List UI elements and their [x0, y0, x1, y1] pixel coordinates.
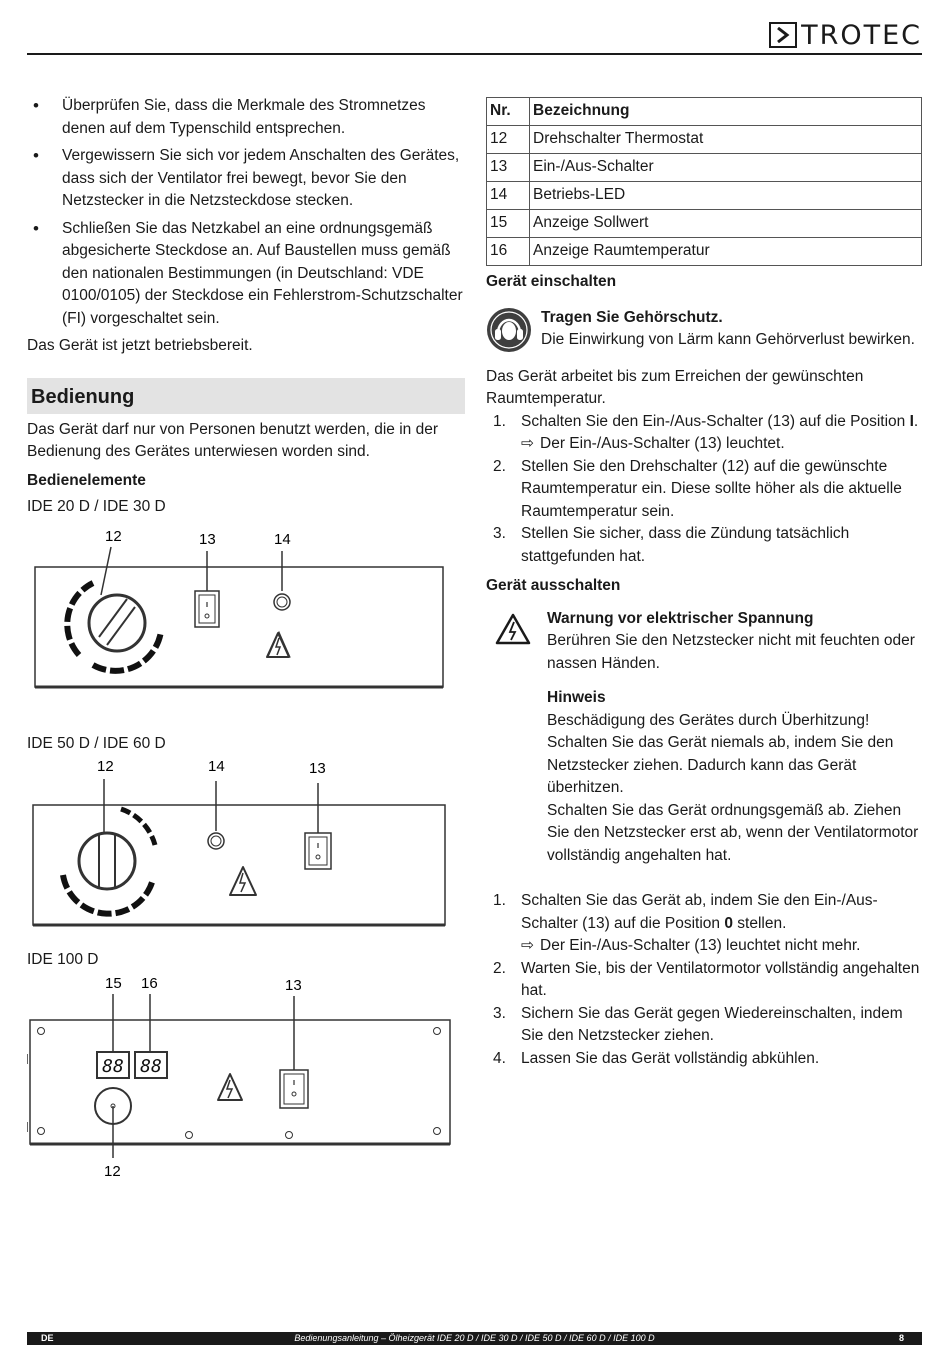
- step-number: 2.: [493, 457, 506, 475]
- table-row: [487, 126, 922, 154]
- table-cell: 13: [487, 154, 530, 182]
- label-14: 14: [274, 530, 291, 548]
- hearing-protection-icon: [486, 307, 532, 361]
- model-label-2: IDE 50 D / IDE 60 D: [27, 734, 166, 752]
- hint-line: Schalten Sie das Gerät ordnungsgemäß ab. Ziehen Sie den Netzstecker erst ab, wenn der Ventilatormotor vollständig angehalten hat.: [547, 801, 919, 864]
- chevron-right-icon: [769, 22, 797, 48]
- hint-line: Beschädigung des Gerätes durch Überhitzung!: [547, 711, 870, 729]
- list-item: [486, 1048, 922, 1071]
- hearing-protection-text: Die Einwirkung von Lärm kann Gehörverlust bewirken.: [541, 331, 915, 348]
- result-arrow-icon: ⇨: [521, 435, 534, 452]
- ready-text: Das Gerät ist jetzt betriebsbereit.: [27, 337, 253, 354]
- step-text-end: .: [913, 412, 919, 430]
- step-number: 3.: [493, 1004, 506, 1022]
- list-item: • Vergewissern Sie sich vor jedem Anschalten des Gerätes, dass sich der Ventilator frei bewegt, bevor Sie den Netzstecker in die Netzsteckdose stecken.: [27, 145, 465, 213]
- step-number: 1.: [493, 412, 506, 430]
- label-13: 13: [285, 976, 302, 994]
- trotec-logo: [769, 20, 922, 50]
- electric-warning-icon: [267, 632, 290, 657]
- control-panel-diagram-1: [27, 519, 465, 719]
- list-item: [486, 1003, 922, 1048]
- list-item: [486, 890, 922, 958]
- column-header-nr: Nr.: [487, 98, 530, 126]
- step-number: 1.: [493, 892, 506, 909]
- table-row: [487, 182, 922, 210]
- list-item: [486, 958, 922, 1003]
- label-12: 12: [105, 527, 122, 545]
- header-divider: [27, 53, 922, 55]
- step-text: Sichern Sie das Gerät gegen Wiedereinschalten, indem Sie den Netzstecker ziehen.: [521, 1004, 903, 1044]
- section-title: Bedienung: [27, 378, 465, 414]
- step-number: 3.: [493, 525, 506, 542]
- list-item: • Schließen Sie das Netzkabel an eine ordnungsgemäß abgesicherte Steckdose an. Auf Baustellen muss gemäß den nationalen Bestimmungen (in Deutschland: VDE 0100/0105) der Steckdose ein Fehlerstrom-Schutzschalter (FI) vorgeschaltet sein.: [27, 218, 465, 331]
- table-header-row: [487, 98, 922, 126]
- electric-warning-icon: [218, 1074, 242, 1100]
- list-item: [486, 456, 922, 524]
- step-result: [521, 433, 922, 456]
- table-cell: 12: [487, 126, 530, 154]
- electric-warning-notice: [486, 608, 922, 868]
- step-number: 4.: [493, 1049, 506, 1067]
- label-12: 12: [104, 1162, 121, 1180]
- table-row: [487, 154, 922, 182]
- step-text: Stellen Sie den Drehschalter (12) auf die gewünschte Raumtemperatur ein. Diese sollte höher als die aktuelle Raumtemperatur sein.: [521, 457, 902, 520]
- step-text: Schalten Sie den Ein-/Aus-Schalter (13) auf die Position: [521, 412, 910, 430]
- led-icon: [274, 594, 290, 610]
- table-cell: Anzeige Raumtemperatur: [530, 238, 922, 266]
- switch-off-heading: Gerät ausschalten: [486, 577, 621, 594]
- model-label-1: IDE 20 D / IDE 30 D: [27, 498, 166, 515]
- table-cell: 16: [487, 238, 530, 266]
- electric-warning-icon: [230, 867, 256, 895]
- room-temperature-display-icon: [135, 1052, 167, 1078]
- model-label-3: IDE 100 D: [27, 951, 99, 968]
- svg-text:88: 88: [140, 1055, 162, 1077]
- switch-off-steps: [486, 890, 922, 1070]
- step-number: 2.: [493, 959, 506, 977]
- warning-title: Warnung vor elektrischer Spannung: [547, 609, 814, 627]
- svg-text:88: 88: [102, 1055, 124, 1077]
- step-text: Schalten Sie das Gerät ab, indem Sie den Ein-/Aus-Schalter (13) auf die Position: [521, 892, 878, 932]
- table-cell: Anzeige Sollwert: [530, 210, 922, 238]
- page-header: [27, 18, 922, 58]
- table-row: [487, 238, 922, 266]
- hint-title: Hinweis: [547, 689, 606, 706]
- position-marker: I: [909, 412, 914, 430]
- result-arrow-icon: ⇨: [521, 937, 534, 954]
- table-row: [487, 210, 922, 238]
- list-item: [486, 411, 922, 456]
- hearing-protection-title: Tragen Sie Gehörschutz.: [541, 308, 723, 326]
- page-number: 8: [898, 1333, 904, 1343]
- warning-text: Berühren Sie den Netzstecker nicht mit feuchten oder nassen Händen.: [547, 632, 915, 672]
- step-text: Lassen Sie das Gerät vollständig abkühlen.: [521, 1049, 820, 1067]
- control-panel-diagram-2: [27, 755, 465, 941]
- result-text: Der Ein-/Aus-Schalter (13) leuchtet nicht mehr.: [540, 937, 861, 954]
- left-column: [27, 95, 465, 1182]
- intro-text: Das Gerät darf nur von Personen benutzt werden, die in der Bedienung des Gerätes unterwiesen worden sind.: [27, 420, 438, 460]
- table-cell: Ein-/Aus-Schalter: [530, 154, 922, 182]
- switch-on-heading: Gerät einschalten: [486, 273, 617, 290]
- controls-heading: Bedienelemente: [27, 471, 146, 489]
- setpoint-display-icon: [97, 1052, 129, 1078]
- switch-on-steps: [486, 411, 922, 569]
- list-item: • Überprüfen Sie, dass die Merkmale des Stromnetzes denen auf dem Typenschild entsprechen.: [27, 95, 465, 140]
- list-item: [486, 523, 922, 568]
- thermostat-knob-icon: [79, 833, 135, 889]
- hint-line: Schalten Sie das Gerät niemals ab, indem Sie den Netzstecker ziehen. Dadurch kann das Gerät überhitzen.: [547, 734, 894, 796]
- step-text-end: stellen.: [732, 914, 787, 932]
- thermostat-knob-icon: [89, 595, 145, 651]
- brand-name: TROTEC: [801, 19, 922, 51]
- table-cell: 15: [487, 210, 530, 238]
- led-icon: [208, 833, 224, 849]
- preparation-list: [27, 95, 465, 330]
- table-cell: Betriebs-LED: [530, 182, 922, 210]
- language-code: DE: [41, 1333, 54, 1343]
- operation-text: Das Gerät arbeitet bis zum Erreichen der gewünschten Raumtemperatur.: [486, 367, 864, 407]
- label-15: 15: [105, 974, 122, 992]
- label-16: 16: [141, 974, 158, 992]
- label-13: 13: [309, 760, 326, 777]
- right-column: [486, 97, 922, 1070]
- table-cell: 14: [487, 182, 530, 210]
- column-header-bezeichnung: Bezeichnung: [530, 98, 922, 126]
- table-cell: Drehschalter Thermostat: [530, 126, 922, 154]
- result-text: Der Ein-/Aus-Schalter (13) leuchtet.: [540, 435, 785, 452]
- position-marker: 0: [724, 914, 733, 932]
- label-13: 13: [199, 530, 216, 548]
- step-text: Warten Sie, bis der Ventilatormotor vollständig angehalten hat.: [521, 959, 920, 999]
- step-text: Stellen Sie sicher, dass die Zündung tatsächlich stattgefunden hat.: [521, 525, 850, 565]
- label-14: 14: [208, 758, 225, 775]
- parts-table: [486, 97, 922, 266]
- electric-warning-icon: [494, 612, 532, 654]
- step-result: [521, 935, 922, 958]
- control-panel-diagram-3: [27, 972, 465, 1182]
- page-footer: [27, 1332, 922, 1345]
- document-title: Bedienungsanleitung – Ölheizgerät IDE 20 D / IDE 30 D / IDE 50 D / IDE 60 D / IDE 100 D: [294, 1333, 655, 1343]
- hearing-protection-notice: [486, 307, 922, 352]
- label-12: 12: [97, 758, 114, 775]
